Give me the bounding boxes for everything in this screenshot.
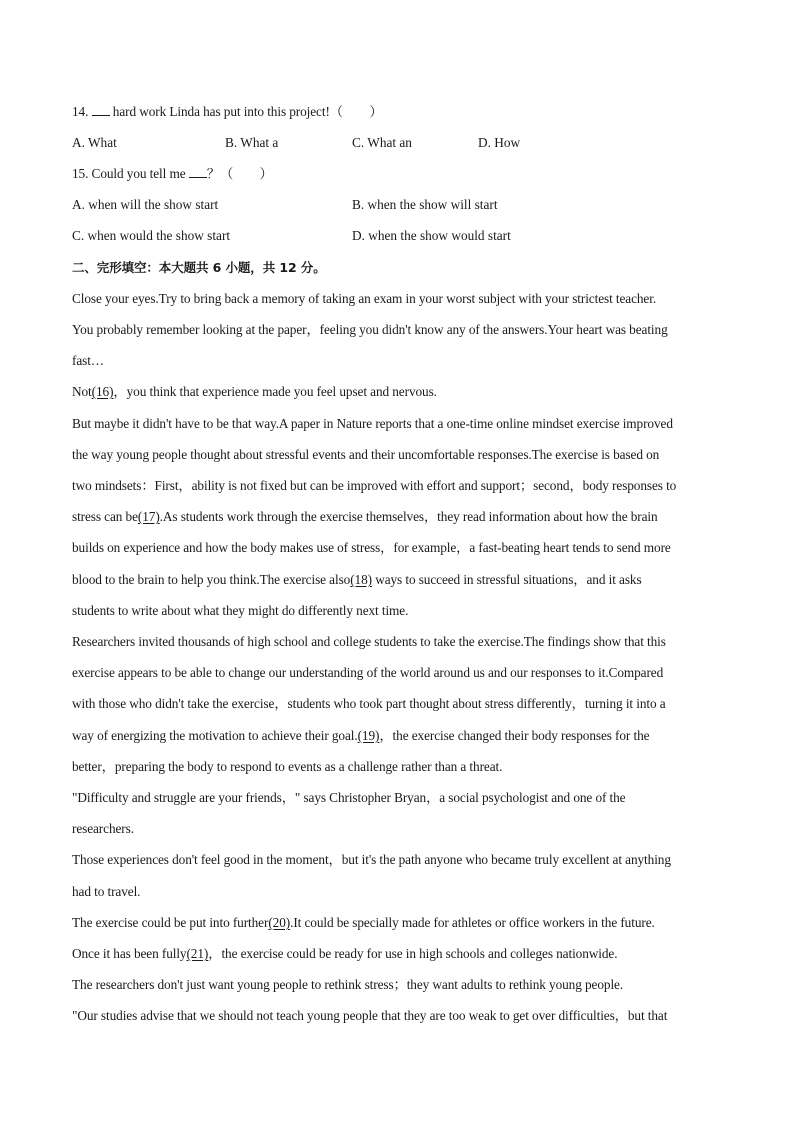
option-b: B. What a xyxy=(225,135,279,150)
passage-line: The researchers don't just want young people to rethink stress；they want adults to rethink young people. xyxy=(72,977,624,992)
blank-18: (18) xyxy=(350,572,372,587)
option-c: C. when would the show start xyxy=(72,228,231,243)
passage-line: You probably remember looking at the paper，feeling you didn't know any of the answers.Your heart was beating xyxy=(72,322,668,337)
passage-line: fast… xyxy=(72,353,104,368)
passage-line xyxy=(72,509,732,525)
passage-line: Those experiences don't feel good in the moment，but it's the path anyone who became truly excellent at anything xyxy=(72,852,671,867)
passage-text: Not xyxy=(72,384,92,399)
question-15 xyxy=(72,166,732,182)
section-heading: 二、完形填空：本大题共 6 小题，共 12 分。 xyxy=(72,260,326,275)
passage-line: the way young people thought about stressful events and their uncomfortable responses.The exercise is based on xyxy=(72,447,660,462)
passage-line: with those who didn't take the exercise，students who took part thought about stress differently，turning it into a xyxy=(72,696,666,711)
passage-text: .It could be specially made for athletes or office workers in the future. xyxy=(290,915,655,930)
blank-17: (17) xyxy=(137,509,160,524)
passage-text: ways to succeed in stressful situations，and it asks xyxy=(371,572,642,587)
option-b: B. when the show will start xyxy=(352,197,498,212)
passage-text: blood to the brain to help you think.The exercise also xyxy=(72,572,351,587)
blank-19: (19) xyxy=(357,728,380,743)
answer-parentheses: （ ） xyxy=(329,104,383,119)
passage-line xyxy=(72,728,732,744)
passage-line: But maybe it didn't have to be that way.A paper in Nature reports that a one-time online mindset exercise improved xyxy=(72,416,673,431)
passage-text: ，the exercise could be ready for use in high schools and colleges nationwide. xyxy=(208,946,618,961)
passage-text: way of energizing the motivation to achieve their goal. xyxy=(72,728,358,743)
option-d: D. How xyxy=(478,135,521,150)
answer-blank xyxy=(92,104,110,116)
blank-21: (21) xyxy=(186,946,209,961)
passage-line xyxy=(72,915,732,931)
answer-blank xyxy=(189,166,207,178)
passage-line: "Difficulty and struggle are your friends，" says Christopher Bryan，a social psychologist and one of the xyxy=(72,790,626,805)
passage-line: Researchers invited thousands of high school and college students to take the exercise.The findings show that this xyxy=(72,634,666,649)
question-number: 15. xyxy=(72,166,89,181)
option-c: C. What an xyxy=(352,135,412,150)
passage-line: researchers. xyxy=(72,821,134,836)
question-14 xyxy=(72,104,732,120)
passage-line: better，preparing the body to respond to events as a challenge rather than a threat. xyxy=(72,759,503,774)
passage-text: ，the exercise changed their body responses for the xyxy=(379,728,650,743)
passage-line xyxy=(72,384,732,400)
blank-16: (16) xyxy=(91,384,114,399)
passage-line xyxy=(72,946,732,962)
option-a: A. What xyxy=(72,135,117,150)
passage-text: Once it has been fully xyxy=(72,946,187,961)
question-text: Could you tell me xyxy=(88,166,186,181)
passage-text: The exercise could be put into further xyxy=(72,915,269,930)
answer-parentheses: ？（ ） xyxy=(206,166,273,181)
question-text: hard work Linda has put into this project! xyxy=(109,104,330,119)
passage-line: students to write about what they might do differently next time. xyxy=(72,603,409,618)
passage-line: two mindsets：First，ability is not fixed but can be improved with effort and support；second，body responses to xyxy=(72,478,677,493)
passage-line: "Our studies advise that we should not teach young people that they are too weak to get over difficulties，but that xyxy=(72,1008,668,1023)
passage-line xyxy=(72,572,732,588)
question-number: 14. xyxy=(72,104,89,119)
passage-line: builds on experience and how the body makes use of stress，for example，a fast-beating heart tends to send more xyxy=(72,540,671,555)
passage-text: stress can be xyxy=(72,509,138,524)
passage-text: ，you think that experience made you feel upset and nervous. xyxy=(113,384,437,399)
passage-line: Close your eyes.Try to bring back a memory of taking an exam in your worst subject with your strictest teacher. xyxy=(72,291,657,306)
passage-text: .As students work through the exercise themselves，they read information about how the brain xyxy=(159,509,658,524)
option-a: A. when will the show start xyxy=(72,197,219,212)
passage-line: had to travel. xyxy=(72,884,141,899)
passage-line: exercise appears to be able to change our understanding of the world around us and our responses to it.Compared xyxy=(72,665,664,680)
blank-20: (20) xyxy=(268,915,291,930)
option-d: D. when the show would start xyxy=(352,228,511,243)
